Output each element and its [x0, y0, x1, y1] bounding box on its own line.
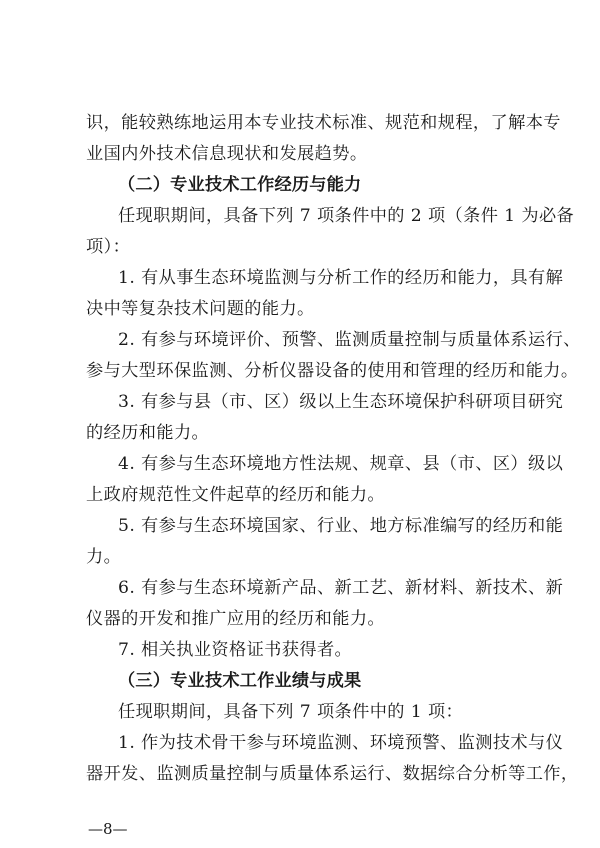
list-item: 3. 有参与县（市、区）级以上生态环境保护科研项目研究 — [118, 392, 564, 412]
text-line: 识，能较熟练地运用本专业技术标准、规范和规程，了解本专 — [86, 113, 561, 133]
page-number: —8— — [88, 820, 128, 838]
list-item: 4. 有参与生态环境地方性法规、规章、县（市、区）级以 — [118, 454, 564, 474]
section-heading: （三）专业技术工作业绩与成果 — [118, 671, 362, 691]
text-line: 决中等复杂技术问题的能力。 — [86, 299, 315, 319]
text-line: 仪器的开发和推广应用的经历和能力。 — [86, 609, 385, 629]
list-item: 6. 有参与生态环境新产品、新工艺、新材料、新技术、新 — [118, 578, 564, 598]
text-line: 任现职期间，具备下列 7 项条件中的 2 项（条件 1 为必备 — [118, 206, 575, 226]
text-line: 上政府规范性文件起草的经历和能力。 — [86, 485, 385, 505]
text-line: 的经历和能力。 — [86, 423, 210, 443]
list-item: 7. 相关执业资格证书获得者。 — [118, 640, 353, 660]
text-line: 项）： — [86, 237, 131, 257]
text-line: 参与大型环保监测、分析仪器设备的使用和管理的经历和能力。 — [86, 361, 579, 381]
list-item: 1. 有从事生态环境监测与分析工作的经历和能力，具有解 — [118, 268, 564, 288]
text-line: 业国内外技术信息现状和发展趋势。 — [86, 144, 368, 164]
text-line: 力。 — [86, 547, 122, 567]
text-line: 任现职期间，具备下列 7 项条件中的 1 项： — [118, 702, 464, 722]
list-item: 2. 有参与环境评价、预警、监测质量控制与质量体系运行、 — [118, 330, 581, 350]
list-item: 1. 作为技术骨干参与环境监测、环境预警、监测技术与仪 — [118, 733, 564, 753]
list-item: 5. 有参与生态环境国家、行业、地方标准编写的经历和能 — [118, 516, 564, 536]
text-line: 器开发、监测质量控制与质量体系运行、数据综合分析等工作， — [86, 764, 579, 784]
section-heading: （二）专业技术工作经历与能力 — [118, 175, 362, 195]
